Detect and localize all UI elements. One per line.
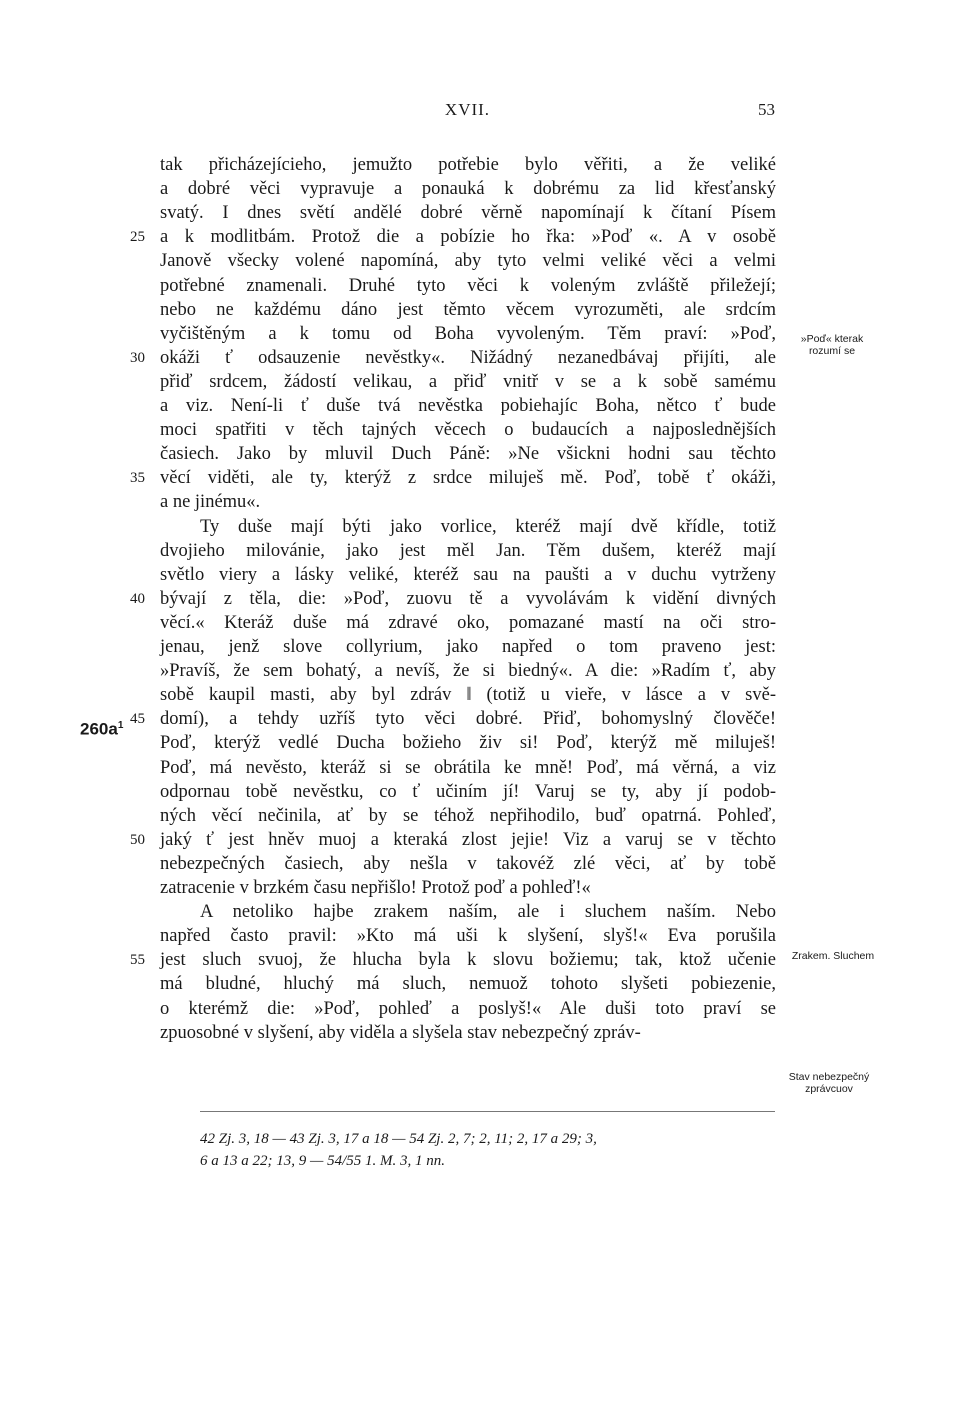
- text-line: sobě kaupil masti, aby byl zdráv ‖ (totiž u vieře, v lásce a v svě-: [160, 685, 776, 706]
- margin-note-zrakem: Zrakem. Sluchem: [791, 950, 875, 962]
- leaf-marker: $260a^1$: [80, 719, 124, 739]
- footnote-line: 6 a 13 a 22; 13, 9 — 54/55 1. M. 3, 1 nn.: [200, 1153, 445, 1169]
- text-line: a dobré věci vypravuje a ponauká k dobrému za lid křesťanský: [160, 179, 776, 200]
- text-line: ných věcí nečinila, ať by se téhož nepřihodilo, buď opatrná. Pohleď,: [160, 805, 776, 826]
- line-number: 35: [130, 470, 145, 487]
- text-line: Poď, kterýž vedlé Ducha božieho živ si! Poď, kterýž mě miluješ!: [160, 733, 776, 754]
- text-line: a ne jinému«.: [160, 492, 261, 513]
- text-line: tak přicházejícieho, jemužto potřebie bylo věřiti, a že veliké: [160, 155, 776, 175]
- text-line: zatracenie v brzkém času nepřišlo! Protož poď a pohleď!«: [160, 878, 591, 898]
- text-line: světlo viery a lásky veliké, kteréž sau na paušti a v duchu vytrženy: [160, 564, 776, 585]
- text-line: Poď, má nevěsto, kteráž si se obrátila ke mně! Poď, má věrná, a viz: [160, 757, 776, 778]
- text-line: potřebné znamenali. Druhé tyto věci k voleným zvláště přiležejí;: [160, 275, 776, 296]
- text-line: bývají z těla, die: »Poď, zuovu tě a vyvolávám k vidění divných: [160, 588, 776, 609]
- text-line: a viz. Není-li ť duše tvá nevěstka pobiehajíc Boha, nětco ť bude: [160, 396, 776, 416]
- footnote-line: 42 Zj. 3, 18 — 43 Zj. 3, 17 a 18 — 54 Zj. 2, 7; 2, 11; 2, 17 a 29; 3,: [200, 1131, 597, 1147]
- text-line: věcí.« Kteráž duše má zdravé oko, pomazané mastí na oči stro-: [160, 612, 776, 633]
- chapter-title: XVII.: [444, 100, 491, 119]
- text-line: domí), a tehdy uzříš tyto věci dobré. Přiď, bohomyslný člověče!: [160, 709, 776, 730]
- line-number: 45: [130, 711, 145, 728]
- text-line: přiď srdcem, žádostí velikau, a přiď vnitř v se a k sobě samému: [160, 371, 776, 392]
- text-line: časiech. Jako by mluvil Duch Páně: »Ne všickni hodni sau těchto: [160, 444, 776, 465]
- text-line: Janově všecky volené napomíná, aby tyto velmi veliké věci a velmi: [160, 251, 776, 272]
- footnote-divider: [200, 1111, 775, 1112]
- text-line: napřed často pravil: »Kto má uši k slyšení, slyš!« Eva porušila: [160, 926, 776, 947]
- text-line: moci spatřiti v těch tajných věcech o budaucích a najposlednějších: [160, 420, 776, 441]
- running-header: [160, 100, 775, 124]
- text-line: zpuosobné v slyšení, aby viděla a slyšela stav nebezpečný zpráv-: [160, 1022, 641, 1043]
- text-line: o kterémž die: »Poď, pohleď a poslyš!« Ale duši toto praví se: [160, 998, 776, 1019]
- text-line: nebezpečných časiech, aby nešla v takovéž zlé věci, ať by tobě: [160, 853, 776, 874]
- page-number: 53: [758, 100, 775, 119]
- text-line: A netoliko hajbe zrakem naším, ale i sluchem naším. Nebo: [200, 902, 776, 923]
- text-line: věcí viděti, ale ty, kterýž z srdce miluješ mě. Poď, tobě ť okáži,: [160, 468, 776, 489]
- line-number: 40: [130, 590, 145, 607]
- text-line: Ty duše mají býti jako vorlice, kteréž mají dvě křídle, totiž: [200, 516, 776, 537]
- text-line: svatý. I dnes světí andělé dobré věrně napomínají k čítaní Písem: [160, 203, 776, 224]
- margin-note-stav: Stav nebezpečný zprávcuov: [788, 1071, 870, 1095]
- margin-note-pod: »Poď« kterak rozumí se: [800, 333, 864, 357]
- line-number: 55: [130, 952, 145, 969]
- text-line: odpornau tobě nevěstku, co ť učiním jí! Varuj se ty, aby jí podob-: [160, 781, 776, 802]
- text-line: a k modlitbám. Protož die a pobízie ho řka: »Poď «. A v osobě: [160, 227, 776, 248]
- text-line: nebo ne každému dáno jest těmto věcem vyrozuměti, ale srdcím: [160, 299, 776, 320]
- text-line: okáži ť odsauzenie nevěstky«. Nižádný nezanedbávaj přijíti, ale: [160, 347, 776, 368]
- text-line: jenau, jenž slove collyrium, jako napřed o tom praveno jest:: [160, 637, 776, 657]
- line-number: 25: [130, 229, 145, 246]
- text-line: vyčištěným a k tomu od Boha vyvoleným. Těm praví: »Poď,: [160, 323, 776, 344]
- text-line: »Pravíš, že sem bohatý, a nevíš, že si biedný«. A die: »Radím ť, aby: [160, 661, 776, 682]
- text-line: jest sluch svuoj, že hlucha byla k slovu božiemu; tak, ktož učenie: [160, 950, 776, 971]
- text-line: jaký ť jest hněv muoj a kteraká zlost jejie! Viz a varuj se v těchto: [160, 829, 776, 850]
- line-number: 50: [130, 831, 145, 848]
- text-line: dvojieho milovánie, jako jest měl Jan. Těm dušem, kteréž mají: [160, 540, 776, 561]
- line-number: 30: [130, 349, 145, 366]
- text-line: má bludné, hluchý má sluch, nemuož tohoto slyšeti pobiezenie,: [160, 974, 776, 995]
